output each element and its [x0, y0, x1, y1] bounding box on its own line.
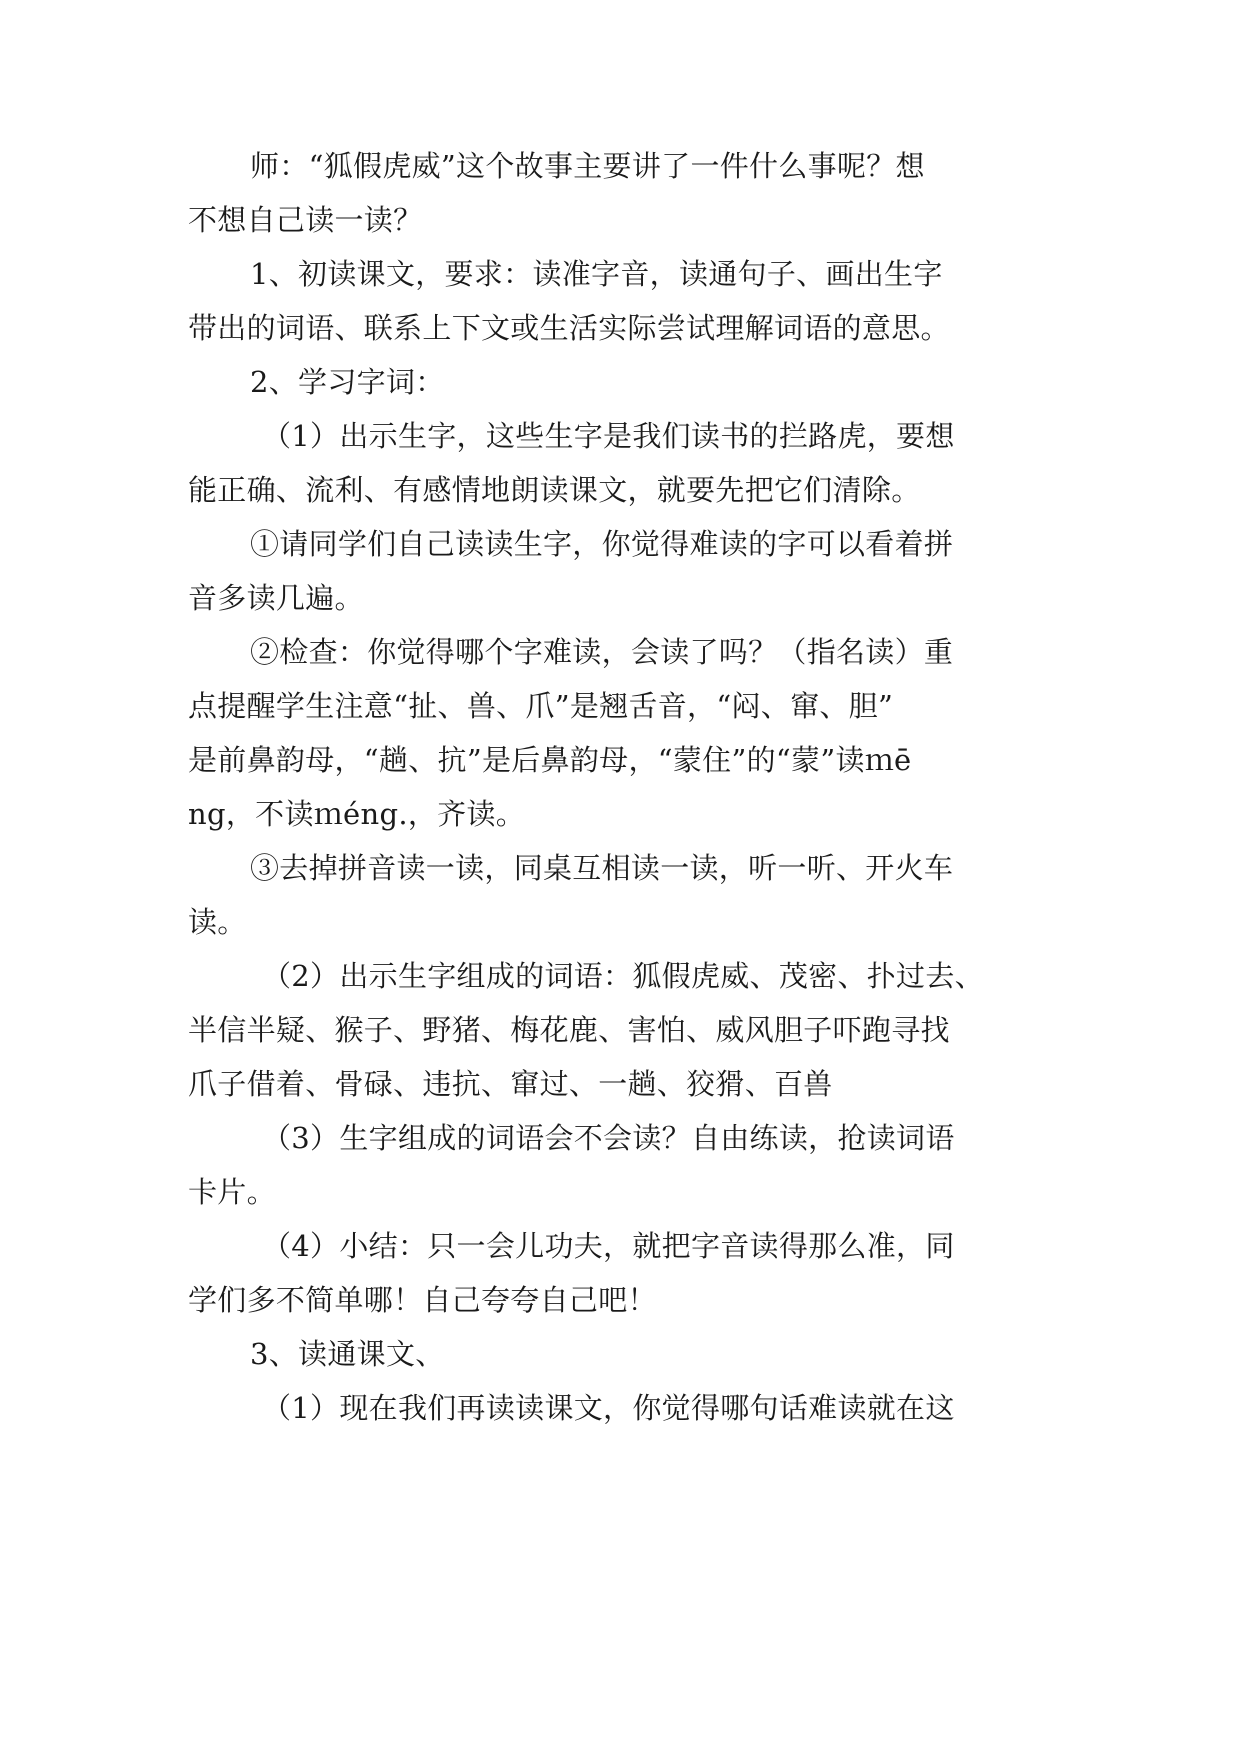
text-line: ①请同学们自己读读生字，你觉得难读的字可以看着拼 [250, 527, 954, 561]
text-line: （2）出示生字组成的词语：狐假虎威、茂密、扑过去、 [262, 959, 984, 993]
text-line: 1、初读课文，要求：读准字音，读通句子、画出生字 [250, 257, 943, 291]
text-line: （1）现在我们再读读课文，你觉得哪句话难读就在这 [262, 1391, 955, 1425]
text-line: 读。 [188, 905, 247, 939]
text-line: 2、学习字词： [250, 365, 445, 399]
text-line: 是前鼻韵母，“趟、抗”是后鼻韵母，“蒙住”的“蒙”读ｍē [188, 743, 912, 777]
text-line: 卡片。 [188, 1175, 276, 1209]
text-line: 师：“狐假虎威”这个故事主要讲了一件什么事呢？想 [250, 149, 925, 183]
text-line: 点提醒学生注意“扯、兽、爪”是翘舌音，“闷、窜、胆” [188, 689, 894, 723]
text-line: （1）出示生字，这些生字是我们读书的拦路虎，要想 [262, 419, 955, 453]
text-line: ②检查：你觉得哪个字难读，会读了吗？（指名读）重 [250, 635, 954, 669]
text-line: 不想自己读一读？ [188, 203, 423, 237]
text-line: 爪子借着、骨碌、违抗、窜过、一趟、狡猾、百兽 [188, 1067, 833, 1101]
text-line: 带出的词语、联系上下文或生活实际尝试理解词语的意思。 [188, 311, 950, 345]
text-line: （4）小结：只一会儿功夫，就把字音读得那么准，同 [262, 1229, 955, 1263]
text-line: 能正确、流利、有感情地朗读课文，就要先把它们清除。 [188, 473, 921, 507]
text-line: ③去掉拼音读一读，同桌互相读一读，听一听、开火车 [250, 851, 954, 885]
text-line: 学们多不简单哪！自己夸夸自己吧！ [188, 1283, 657, 1317]
text-line: 半信半疑、猴子、野猪、梅花鹿、害怕、威风胆子吓跑寻找 [188, 1013, 950, 1047]
text-line: 3、读通课文、 [250, 1337, 445, 1371]
text-line: ng，不读ｍéng.，齐读。 [188, 797, 526, 831]
text-line: （3）生字组成的词语会不会读？自由练读，抢读词语 [262, 1121, 955, 1155]
text-line: 音多读几遍。 [188, 581, 364, 615]
